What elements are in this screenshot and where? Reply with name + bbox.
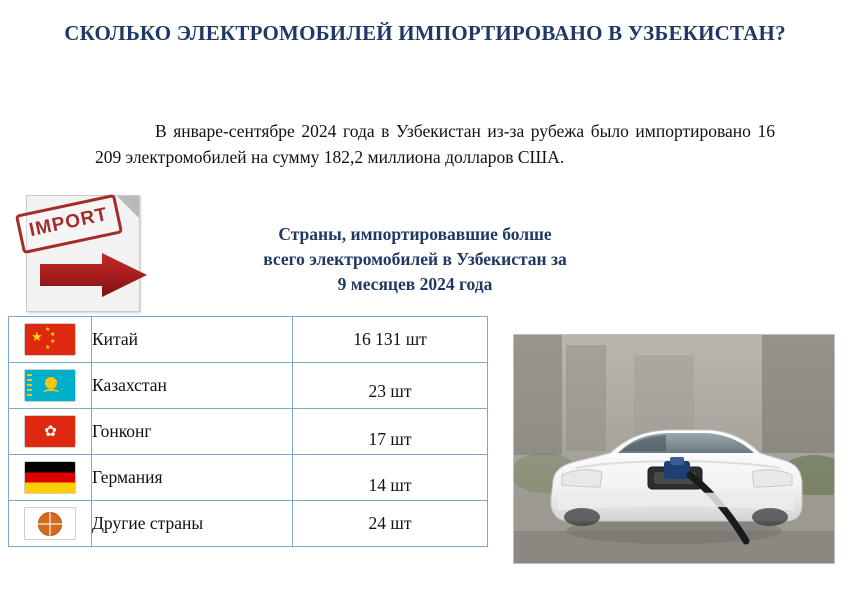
table-row: [9, 363, 488, 409]
flag-germany-icon: [24, 461, 76, 494]
globe-icon: [24, 507, 76, 540]
import-graphic: [18, 190, 150, 315]
country-value: 23 шт: [293, 363, 488, 409]
flag-cell: [9, 501, 92, 547]
country-value: 24 шт: [293, 501, 488, 547]
page-fold-corner: [117, 196, 139, 218]
table-row: [9, 455, 488, 501]
eagle-shape: [43, 389, 59, 396]
flag-china-icon: [24, 323, 76, 356]
flag-cell: [9, 455, 92, 501]
table-row: [9, 317, 488, 363]
table-subheading: [200, 222, 630, 297]
country-value: 16 131 шт: [293, 317, 488, 363]
flag-hongkong-icon: [24, 415, 76, 448]
flag-cell: [9, 363, 92, 409]
import-stamp-label: IMPORT: [15, 194, 123, 254]
table-row: [9, 501, 488, 547]
country-name: Другие страны: [92, 501, 293, 547]
sun-shape: [45, 377, 57, 389]
flag-cell: [9, 317, 92, 363]
subheading-line-3: 9 месяцев 2024 года: [337, 274, 493, 294]
flag-kazakhstan-icon: [24, 369, 76, 402]
country-value: 14 шт: [293, 455, 488, 501]
table-row: [9, 409, 488, 455]
country-value: 17 шт: [293, 409, 488, 455]
country-name: Китай: [92, 317, 293, 363]
countries-table: [8, 316, 486, 547]
electric-car-photo: [513, 334, 835, 564]
star-glyph: ★: [45, 345, 51, 351]
flag-cell: [9, 409, 92, 455]
intro-paragraph: В январе-сентябре 2024 года в Узбекистан из-за рубежа было импортировано 16 209 электромобилей на сумму 182,2 миллиона долларов США.: [95, 121, 775, 167]
subheading-line-2: всего электромобилей в Узбекистан за: [263, 249, 567, 269]
star-glyph: ★: [50, 332, 56, 338]
subheading-line-1: Страны, импортировавшие болше: [278, 224, 552, 244]
country-name: Гонконг: [92, 409, 293, 455]
star-glyph: ★: [45, 327, 51, 333]
page-title: СКОЛЬКО ЭЛЕКТРОМОБИЛЕЙ ИМПОРТИРОВАНО В УЗБЕКИСТАН?: [64, 21, 786, 45]
star-glyph: ★: [31, 329, 43, 344]
red-arrow-icon: [40, 252, 148, 298]
star-glyph: ★: [50, 339, 56, 345]
car-illustration: [514, 335, 834, 563]
country-name: Казахстан: [92, 363, 293, 409]
country-name: Германия: [92, 455, 293, 501]
bauhinia-flower-glyph: ✿: [44, 424, 57, 440]
globe-shape: [38, 512, 62, 536]
ornament-stripe: [27, 374, 32, 399]
